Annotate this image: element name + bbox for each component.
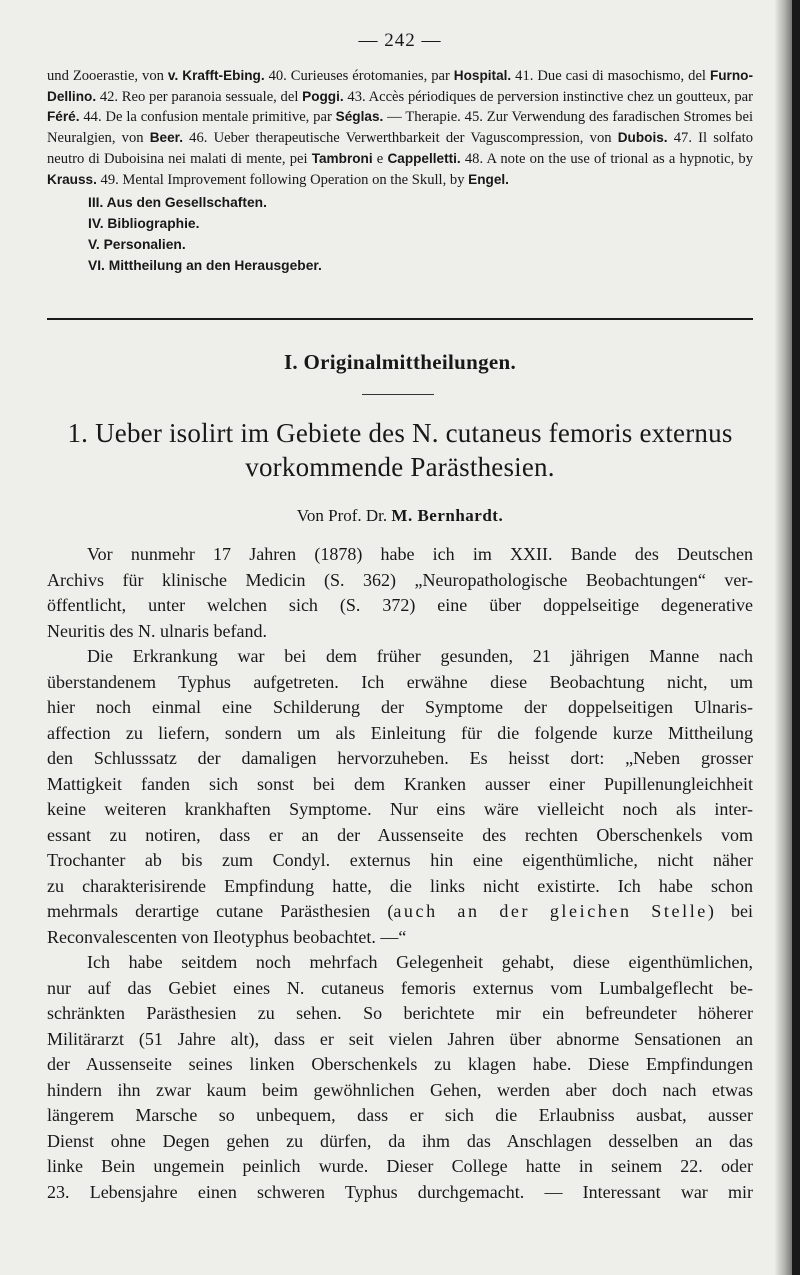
body-line	[47, 1103, 753, 1129]
body-line	[47, 848, 753, 874]
toc-text: 43. Accès périodiques de perversion instinctive chez un goutteux, par	[343, 88, 753, 105]
body-text: hindern ihn zwar kaum beim gewöhnlichen Gehen, werden aber doch nach etwas	[47, 1079, 753, 1100]
body-line	[47, 925, 753, 951]
byline-prefix: Von Prof. Dr.	[296, 506, 392, 525]
body-text: Neuritis des N. ulnaris befand.	[47, 620, 267, 641]
body-text: den Schlusssatz der damaligen hervorzuheben. Es heisst dort: „Neben grosser	[47, 748, 753, 768]
body-text: hier noch einmal eine Schilderung der Symptome der doppelseitigen Ulnaris-	[47, 697, 753, 717]
body-text: Archivs für klinische Medicin (S. 362) „Neuropathologische Beobachtungen“ ver-	[47, 569, 753, 590]
body-text: Dienst ohne Degen gehen zu dürfen, da ihm das Anschlagen desselben an das	[47, 1130, 753, 1151]
toc-continuation	[47, 66, 753, 190]
author-name: Dubois.	[617, 130, 668, 146]
byline-author: M. Bernhardt.	[391, 506, 504, 525]
toc-text: 44. De la confusion mentale primitive, par	[79, 109, 336, 126]
author-name: Cappelletti.	[387, 150, 461, 166]
body-text: der Aussenseite seines linken Oberschenkels zu klagen habe. Diese Empfindungen	[47, 1054, 753, 1074]
body-text: ) bei	[707, 901, 754, 921]
body-line	[47, 568, 753, 594]
body-text: keine weiteren krankhaften Symptome. Nur eins wäre vielleicht noch als inter-	[47, 799, 753, 819]
body-text: längerem Marsche so unbequem, dass er sich die Erlaubniss ausbat, ausser	[47, 1105, 753, 1125]
article-title	[40, 416, 760, 484]
body-line	[47, 695, 753, 721]
toc-text: 41. Due casi di masochismo, del	[511, 68, 710, 84]
body-line	[47, 772, 753, 798]
heading-underline	[362, 394, 434, 395]
article-title-line: 1. Ueber isolirt im Gebiete des N. cutaneus femoris externus	[67, 418, 733, 448]
body-text: öffentlicht, unter welchen sich (S. 372) eine über doppelseitige degenerative	[47, 595, 753, 615]
body-line	[47, 1154, 753, 1180]
author-name: Hospital.	[453, 68, 512, 83]
author-name: Séglas.	[335, 109, 384, 125]
body-line	[47, 976, 753, 1002]
toc-entry: IV. Bibliographie.	[88, 216, 200, 232]
toc-text: 46. Ueber therapeutische Verwerthbarkeit der Vaguscompression, von	[183, 130, 618, 147]
author-name: Furno-Dellino.	[47, 68, 753, 104]
body-line	[47, 1180, 753, 1206]
body-text: linke Bein ungemein peinlich wurde. Dieser College hatte in seinem 22. oder	[47, 1156, 753, 1176]
author-name: Beer.	[149, 130, 183, 146]
article-title-line: vorkommende Parästhesien.	[245, 452, 555, 482]
body-text: affection zu liefern, sondern um als Einleitung für die folgende kurze Mittheilung	[47, 722, 753, 743]
toc-text: 40. Curieuses érotomanies, par	[264, 68, 454, 84]
body-line	[47, 619, 753, 645]
body-line	[47, 797, 753, 823]
body-text: Trochanter ab bis zum Condyl. externus hin eine eigenthümliche, nicht näher	[47, 850, 753, 870]
body-line	[47, 644, 753, 670]
body-line	[47, 1027, 753, 1053]
author-name: Engel.	[468, 171, 509, 187]
body-line	[47, 542, 753, 568]
body-text: schränkten Parästhesien zu sehen. So berichtete mir ein befreundeter höherer	[47, 1003, 753, 1023]
article-body	[47, 542, 753, 1205]
author-name: Krauss.	[47, 171, 97, 187]
section-divider	[47, 318, 753, 320]
toc-entries	[47, 192, 753, 276]
body-text: Reconvalescenten von Ileotyphus beobachtet. —“	[47, 926, 407, 947]
body-line	[47, 899, 753, 925]
toc-text: — Therapie. 45. Zur Verwendung des faradischen Stromes bei Neuralgien, von	[47, 109, 753, 147]
book-spine-edge	[792, 0, 800, 1275]
body-text: essant zu notiren, dass er an der Aussenseite des rechten Oberschenkels vom	[47, 824, 753, 845]
body-line	[47, 721, 753, 747]
toc-text: 48. A note on the use of trional as a hypnotic, by	[460, 150, 754, 167]
body-line	[47, 1129, 753, 1155]
toc-text: e	[372, 150, 388, 167]
body-text: zu charakterisirende Empfindung hatte, die links nicht existirte. Ich habe schon	[47, 875, 753, 896]
body-line	[47, 874, 753, 900]
author-name: Tambroni	[311, 150, 373, 166]
body-text: Vor nunmehr 17 Jahren (1878) habe ich im XXII. Bande des Deutschen	[87, 544, 753, 564]
author-name: v. Krafft-Ebing.	[167, 68, 265, 83]
body-text: 23. Lebensjahre einen schweren Typhus durchgemacht. — Interessant war mir	[47, 1181, 753, 1202]
body-line	[47, 1001, 753, 1027]
body-line	[47, 823, 753, 849]
table-of-contents	[47, 66, 753, 276]
body-text: Mattigkeit fanden sich sonst bei dem Kranken ausser einer Pupillenungleichheit	[47, 773, 753, 794]
body-text: Die Erkrankung war bei dem früher gesunden, 21 jährigen Manne nach	[87, 646, 753, 666]
toc-entry: VI. Mittheilung an den Herausgeber.	[88, 258, 322, 274]
toc-entry: III. Aus den Gesellschaften.	[88, 195, 267, 211]
section-heading: I. Originalmittheilungen.	[283, 350, 517, 374]
author-name: Poggi.	[302, 88, 344, 104]
body-text: überstandenem Typhus aufgetreten. Ich erwähne diese Beobachtung nicht, um	[47, 671, 753, 692]
toc-text: 47. Il solfato neutro di Duboisina nei malati di mente, pei	[47, 130, 753, 167]
emphasis-text: auch an der gleichen Stelle	[393, 901, 708, 921]
body-line	[47, 746, 753, 772]
body-line	[47, 1078, 753, 1104]
body-text: nur auf das Gebiet eines N. cutaneus femoris externus vom Lumbalgeflecht be-	[47, 977, 753, 998]
author-name: Féré.	[47, 109, 80, 125]
body-text: mehrmals derartige cutane Parästhesien (	[47, 901, 394, 921]
article-byline	[0, 506, 800, 526]
body-line	[47, 1052, 753, 1078]
toc-text: 42. Reo per paranoia sessuale, del	[96, 88, 303, 105]
body-text: Ich habe seitdem noch mehrfach Gelegenheit gehabt, diese eigenthümlichen,	[87, 952, 753, 972]
body-line	[47, 670, 753, 696]
toc-entry: V. Personalien.	[88, 237, 186, 253]
toc-text: und Zooerastie, von	[47, 68, 168, 84]
body-text: Militärarzt (51 Jahre alt), dass er seit vielen Jahren über abnorme Sensationen an	[47, 1028, 753, 1049]
body-line	[47, 593, 753, 619]
body-line	[47, 950, 753, 976]
toc-text: 49. Mental Improvement following Operation on the Skull, by	[96, 171, 469, 188]
page-number: — 242 —	[358, 30, 442, 51]
